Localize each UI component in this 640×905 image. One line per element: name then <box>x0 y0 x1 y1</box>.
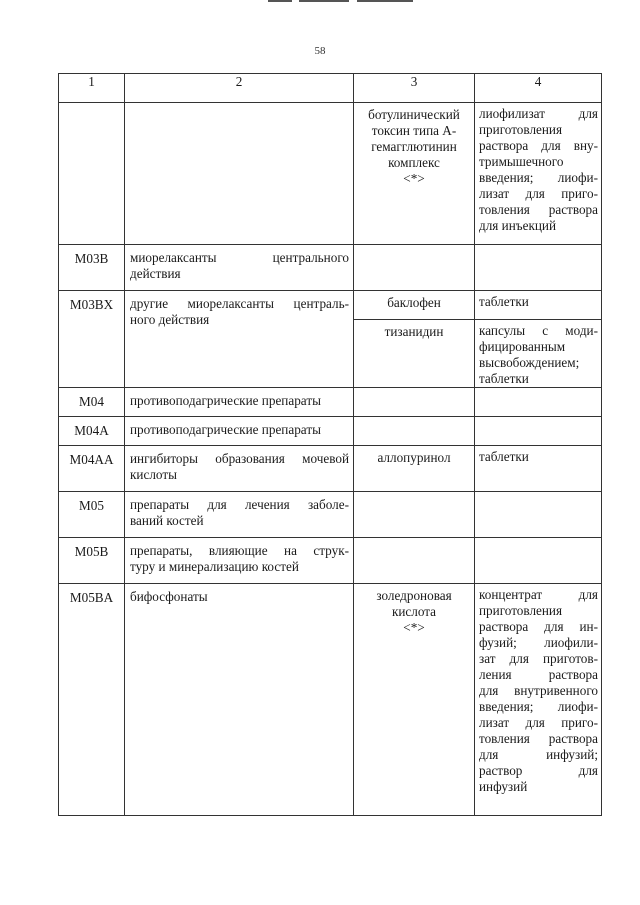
drug-classification-table <box>58 73 602 816</box>
dosage-form-line: капсулы с моди- <box>479 323 598 338</box>
group-name-line: бифосфонаты <box>130 589 208 604</box>
drug-name-cell <box>354 492 475 538</box>
column-header: 1 <box>59 74 125 103</box>
dosage-form-line: фицированным <box>479 339 566 354</box>
atc-code-cell: M04 <box>59 388 125 417</box>
group-name-line: ваний костей <box>130 513 204 528</box>
table-row <box>59 291 602 320</box>
drug-name-line: тизанидин <box>384 324 444 339</box>
atc-group-name-cell <box>125 492 354 538</box>
dosage-form-line: для инфузий; <box>479 747 598 762</box>
group-name-line: противоподагрические препараты <box>130 422 321 437</box>
drug-name-cell <box>354 388 475 417</box>
table-row <box>59 492 602 538</box>
drug-name-cell <box>354 291 475 320</box>
top-edge-mark <box>268 0 292 2</box>
drug-name-line: золедроновая <box>376 588 452 603</box>
group-name-line: ного действия <box>130 312 210 327</box>
dosage-form-line: концентрат для <box>479 587 598 602</box>
dosage-form-line: фузий; лиофили- <box>479 635 598 650</box>
dosage-form-line: раствора для ин- <box>479 619 598 634</box>
dosage-form-line: товления раствора <box>479 731 598 746</box>
dosage-form-line: таблетки <box>479 371 529 386</box>
atc-code-cell: M03B <box>59 245 125 291</box>
dosage-form-cell <box>475 492 602 538</box>
dosage-form-line: ления раствора <box>479 667 598 682</box>
atc-group-name-cell <box>125 103 354 245</box>
drug-name-line: кислота <box>391 604 437 619</box>
dosage-form-line: инфузий <box>479 779 528 794</box>
drug-name-line: токсин типа А- <box>371 123 457 138</box>
atc-code-cell: M05 <box>59 492 125 538</box>
group-name-line: туру и минерализацию костей <box>130 559 299 574</box>
atc-group-name-cell <box>125 417 354 446</box>
drug-name-line: гемагглютинин <box>371 139 457 154</box>
dosage-form-cell <box>475 446 602 492</box>
dosage-form-line: лиофилизат для <box>479 106 598 121</box>
dosage-form-cell <box>475 538 602 584</box>
dosage-form-line: таблетки <box>479 294 529 309</box>
dosage-form-line: зат для приготов- <box>479 651 598 666</box>
dosage-form-line: тримышечного <box>479 154 564 169</box>
dosage-form-line: приготовления <box>479 122 563 137</box>
table-row <box>59 584 602 816</box>
column-header: 4 <box>475 74 602 103</box>
atc-code-cell <box>59 103 125 245</box>
table-row <box>59 417 602 446</box>
dosage-form-line: лизат для приго- <box>479 715 598 730</box>
top-edge-mark <box>357 0 413 2</box>
atc-group-name-cell <box>125 291 354 388</box>
page-number: 58 <box>314 45 326 57</box>
top-edge-mark <box>299 0 349 2</box>
atc-code-cell: M05BA <box>59 584 125 816</box>
dosage-form-cell <box>475 103 602 245</box>
group-name-line: препараты, влияющие на струк- <box>130 543 349 558</box>
atc-group-name-cell <box>125 388 354 417</box>
column-header: 3 <box>354 74 475 103</box>
drug-name-cell <box>354 584 475 816</box>
dosage-form-line: таблетки <box>479 449 529 464</box>
dosage-form-line: введения; лиофи- <box>479 170 598 185</box>
atc-group-name-cell <box>125 584 354 816</box>
dosage-form-cell <box>475 320 602 388</box>
drug-name-line: <*> <box>403 620 425 635</box>
table-row <box>59 103 602 245</box>
table-row <box>59 245 602 291</box>
atc-group-name-cell <box>125 245 354 291</box>
drug-name-cell <box>354 103 475 245</box>
atc-code-cell: M03BX <box>59 291 125 388</box>
dosage-form-line: раствора для вну- <box>479 138 598 153</box>
dosage-form-line: для инъекций <box>479 218 557 233</box>
table-row <box>59 538 602 584</box>
drug-name-line: <*> <box>403 171 425 186</box>
drug-name-cell <box>354 446 475 492</box>
dosage-form-line: введения; лиофи- <box>479 699 598 714</box>
drug-name-line: баклофен <box>387 295 441 310</box>
atc-group-name-cell <box>125 538 354 584</box>
dosage-form-line: лизат для приго- <box>479 186 598 201</box>
dosage-form-line: товления раствора <box>479 202 598 217</box>
drug-name-line: ботулинический <box>368 107 460 122</box>
table-row <box>59 446 602 492</box>
dosage-form-cell <box>475 388 602 417</box>
atc-code-cell: M04A <box>59 417 125 446</box>
group-name-line: противоподагрические препараты <box>130 393 321 408</box>
atc-code-cell: M04AA <box>59 446 125 492</box>
drug-name-cell <box>354 538 475 584</box>
dosage-form-line: раствор для <box>479 763 598 778</box>
group-name-line: миорелаксанты центрального <box>130 250 349 265</box>
group-name-line: кислоты <box>130 467 177 482</box>
drug-name-cell <box>354 417 475 446</box>
atc-group-name-cell <box>125 446 354 492</box>
dosage-form-cell <box>475 584 602 816</box>
dosage-form-cell <box>475 291 602 320</box>
group-name-line: препараты для лечения заболе- <box>130 497 349 512</box>
group-name-line: другие миорелаксанты централь- <box>130 296 349 311</box>
group-name-line: ингибиторы образования мочевой <box>130 451 349 466</box>
dosage-form-line: для внутривенного <box>479 683 598 698</box>
dosage-form-cell <box>475 245 602 291</box>
drug-name-cell <box>354 320 475 388</box>
atc-code-cell: M05B <box>59 538 125 584</box>
dosage-form-line: высвобождением; <box>479 355 580 370</box>
dosage-form-cell <box>475 417 602 446</box>
drug-name-cell <box>354 245 475 291</box>
drug-name-line: аллопуринол <box>377 450 451 465</box>
drug-name-line: комплекс <box>388 155 440 170</box>
table-row <box>59 388 602 417</box>
column-header: 2 <box>125 74 354 103</box>
group-name-line: действия <box>130 266 181 281</box>
dosage-form-line: приготовления <box>479 603 563 618</box>
table-header-row <box>59 74 602 103</box>
